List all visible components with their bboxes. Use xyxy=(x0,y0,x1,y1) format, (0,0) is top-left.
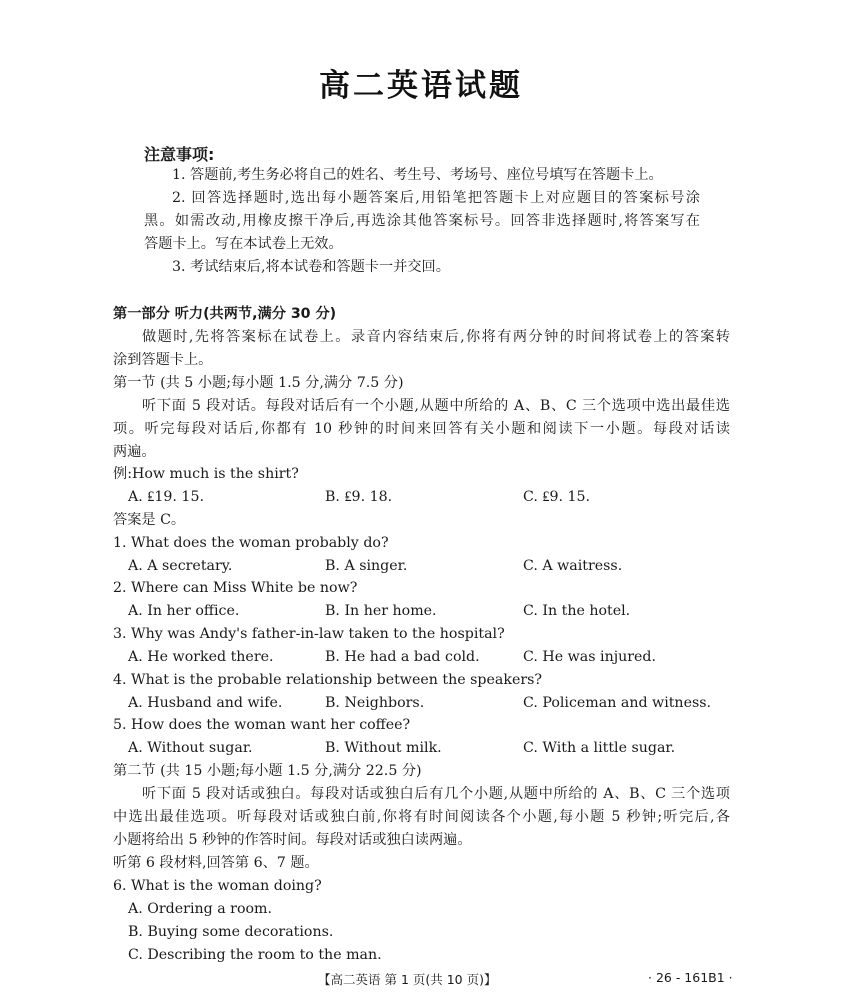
question-2: 2. Where can Miss White be now? xyxy=(113,580,358,596)
notice-line-2: 2. 回答选择题时,选出每小题答案后,用铅笔把答题卡上对应题目的答案标号涂 xyxy=(172,190,700,206)
q6-option-a: A. Ordering a room. xyxy=(128,901,273,917)
notice-line-4: 答题卡上。写在本试卷上无效。 xyxy=(144,236,343,252)
q1-option-b: B. A singer. xyxy=(325,558,408,574)
example-option-b: B. ₤9. 18. xyxy=(325,489,393,505)
section1-intro-3: 两遍。 xyxy=(113,444,156,460)
section1-heading: 第一节 (共 5 小题;每小题 1.5 分,满分 7.5 分) xyxy=(113,375,404,391)
q3-option-c: C. He was injured. xyxy=(523,649,657,665)
example-option-c: C. ₤9. 15. xyxy=(523,489,591,505)
part1-heading: 第一部分 听力(共两节,满分 30 分) xyxy=(113,306,337,322)
section1-intro-1: 听下面 5 段对话。每段对话后有一个小题,从题中所给的 A、B、C 三个选项中选出最佳选 xyxy=(142,398,730,414)
q6-option-c: C. Describing the room to the man. xyxy=(128,947,382,963)
q2-option-a: A. In her office. xyxy=(128,603,240,619)
example-answer: 答案是 C。 xyxy=(113,512,186,528)
notice-heading: 注意事项: xyxy=(144,145,215,164)
q4-option-a: A. Husband and wife. xyxy=(128,695,283,711)
footer-page-info: 【高二英语 第 1 页(共 10 页)】 xyxy=(318,972,497,987)
q3-option-a: A. He worked there. xyxy=(128,649,274,665)
section2-heading: 第二节 (共 15 小题;每小题 1.5 分,满分 22.5 分) xyxy=(113,763,422,779)
q5-option-c: C. With a little sugar. xyxy=(523,740,676,756)
notice-line-3: 黑。如需改动,用橡皮擦干净后,再选涂其他答案标号。回答非选择题时,将答案写在 xyxy=(144,213,700,229)
section1-intro-2: 项。听完每段对话后,你都有 10 秒钟的时间来回答有关小题和阅读下一小题。每段对话读 xyxy=(113,421,730,437)
section2-intro-1: 听下面 5 段对话或独白。每段对话或独白后有几个小题,从题中所给的 A、B、C 三个选项 xyxy=(142,786,730,802)
q5-option-a: A. Without sugar. xyxy=(128,740,253,756)
q4-option-c: C. Policeman and witness. xyxy=(523,695,712,711)
page-title: 高二英语试题 xyxy=(319,68,523,104)
question-6: 6. What is the woman doing? xyxy=(113,878,322,894)
q4-option-b: B. Neighbors. xyxy=(325,695,425,711)
q2-option-b: B. In her home. xyxy=(325,603,437,619)
notice-line-1: 1. 答题前,考生务必将自己的姓名、考生号、考场号、座位号填写在答题卡上。 xyxy=(172,167,663,183)
material-instruction: 听第 6 段材料,回答第 6、7 题。 xyxy=(113,855,319,871)
section2-intro-2: 中选出最佳选项。听每段对话或独白前,你将有时间阅读各个小题,每小题 5 秒钟;听完后,各 xyxy=(113,809,730,825)
part1-intro-1: 做题时,先将答案标在试卷上。录音内容结束后,你将有两分钟的时间将试卷上的答案转 xyxy=(142,329,730,345)
q1-option-c: C. A waitress. xyxy=(523,558,623,574)
q3-option-b: B. He had a bad cold. xyxy=(325,649,480,665)
question-1: 1. What does the woman probably do? xyxy=(113,535,389,551)
example-option-a: A. ₤19. 15. xyxy=(128,489,204,505)
q2-option-c: C. In the hotel. xyxy=(523,603,631,619)
notice-line-5: 3. 考试结束后,将本试卷和答题卡一并交回。 xyxy=(172,259,450,275)
question-3: 3. Why was Andy's father-in-law taken to the hospital? xyxy=(113,626,505,642)
q5-option-b: B. Without milk. xyxy=(325,740,442,756)
part1-intro-2: 涂到答题卡上。 xyxy=(113,352,213,368)
q1-option-a: A. A secretary. xyxy=(128,558,233,574)
question-5: 5. How does the woman want her coffee? xyxy=(113,717,411,733)
question-4: 4. What is the probable relationship between the speakers? xyxy=(113,672,543,688)
example-question: 例:How much is the shirt? xyxy=(113,466,299,482)
q6-option-b: B. Buying some decorations. xyxy=(128,924,334,940)
footer-code: · 26 - 161B1 · xyxy=(648,970,733,985)
section2-intro-3: 小题将给出 5 秒钟的作答时间。每段对话或独白读两遍。 xyxy=(113,832,472,848)
